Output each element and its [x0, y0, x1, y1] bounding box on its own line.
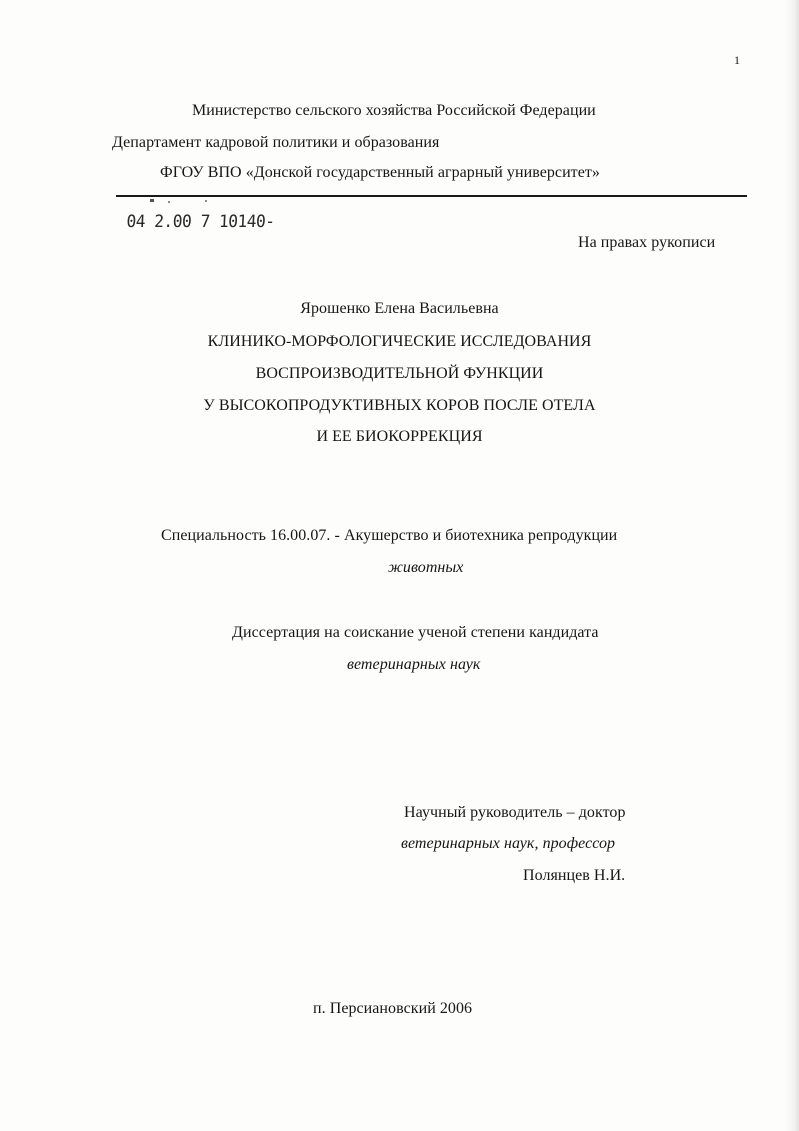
page-edge-shadow — [785, 0, 799, 1131]
supervisor-title: Научный руководитель – доктор — [404, 804, 626, 821]
department-line: Департамент кадровой политики и образования — [112, 134, 440, 151]
specialty-line-continued: животных — [388, 559, 464, 576]
page-number: 1 — [734, 53, 741, 67]
title-line: КЛИНИКО-МОРФОЛОГИЧЕСКИЕ ИССЛЕДОВАНИЯ — [207, 333, 592, 350]
inventory-stamp: 04 2.00 7 10140- — [126, 212, 275, 232]
degree-line: Диссертация на соискание ученой степени кандидата — [232, 624, 599, 641]
supervisor-degree: ветеринарных наук, профессор — [401, 835, 616, 852]
degree-field: ветеринарных наук — [347, 656, 481, 673]
title-line: ВОСПРОИЗВОДИТЕЛЬНОЙ ФУНКЦИИ — [255, 365, 544, 382]
ministry-line: Министерство сельского хозяйства Российской Федерации — [192, 102, 596, 119]
place-year: п. Персиановский 2006 — [313, 1000, 473, 1017]
manuscript-rights: На правах рукописи — [578, 234, 716, 251]
header-rule — [116, 195, 747, 197]
author-name: Ярошенко Елена Васильевна — [300, 300, 499, 317]
university-line: ФГОУ ВПО «Донской государственный аграрный университет» — [160, 164, 600, 181]
title-line: У ВЫСОКОПРОДУКТИВНЫХ КОРОВ ПОСЛЕ ОТЕЛА — [203, 397, 596, 414]
scan-speck — [205, 200, 207, 202]
title-line: И ЕЕ БИОКОРРЕКЦИЯ — [316, 428, 483, 445]
specialty-line: Специальность 16.00.07. - Акушерство и биотехника репродукции — [161, 527, 618, 544]
stamp-mark — [150, 199, 154, 202]
scan-speck — [168, 201, 170, 203]
supervisor-name: Полянцев Н.И. — [523, 867, 626, 884]
